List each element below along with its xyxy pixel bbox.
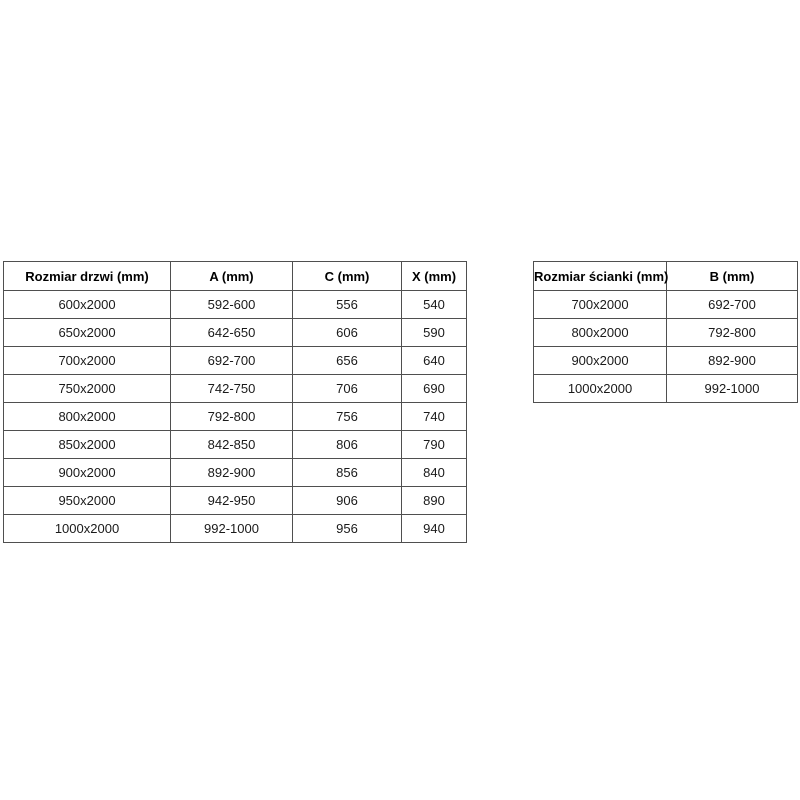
table-row <box>4 487 467 515</box>
table-cell: 1000x2000 <box>4 515 171 543</box>
table-row <box>4 375 467 403</box>
table-cell: 806 <box>293 431 402 459</box>
table-cell: 700x2000 <box>4 347 171 375</box>
wall-size-table <box>533 261 798 403</box>
table-cell: 892-900 <box>667 347 798 375</box>
column-header-a: A (mm) <box>171 262 293 291</box>
table-cell: 692-700 <box>667 291 798 319</box>
table-cell: 940 <box>402 515 467 543</box>
table-cell: 656 <box>293 347 402 375</box>
table-cell: 690 <box>402 375 467 403</box>
table-cell: 800x2000 <box>4 403 171 431</box>
table-cell: 606 <box>293 319 402 347</box>
table-row <box>4 291 467 319</box>
column-header-wall-size: Rozmiar ścianki (mm) <box>534 262 667 291</box>
table-cell: 650x2000 <box>4 319 171 347</box>
table-cell: 856 <box>293 459 402 487</box>
table-row <box>4 431 467 459</box>
table-cell: 842-850 <box>171 431 293 459</box>
table-cell: 992-1000 <box>171 515 293 543</box>
table-cell: 700x2000 <box>534 291 667 319</box>
table-cell: 850x2000 <box>4 431 171 459</box>
table-row <box>534 291 798 319</box>
table-row <box>534 319 798 347</box>
table-row <box>534 375 798 403</box>
door-size-table <box>3 261 467 543</box>
wall-table-header-row <box>534 262 798 291</box>
table-row <box>4 403 467 431</box>
table-cell: 592-600 <box>171 291 293 319</box>
table-row <box>534 347 798 375</box>
door-table-header-row <box>4 262 467 291</box>
table-cell: 992-1000 <box>667 375 798 403</box>
table-cell: 892-900 <box>171 459 293 487</box>
table-cell: 792-800 <box>171 403 293 431</box>
table-cell: 742-750 <box>171 375 293 403</box>
column-header-x: X (mm) <box>402 262 467 291</box>
table-cell: 750x2000 <box>4 375 171 403</box>
column-header-c: C (mm) <box>293 262 402 291</box>
table-cell: 840 <box>402 459 467 487</box>
table-row <box>4 459 467 487</box>
table-row <box>4 515 467 543</box>
table-cell: 1000x2000 <box>534 375 667 403</box>
table-cell: 956 <box>293 515 402 543</box>
table-cell: 740 <box>402 403 467 431</box>
table-row <box>4 347 467 375</box>
table-cell: 642-650 <box>171 319 293 347</box>
table-cell: 790 <box>402 431 467 459</box>
table-cell: 792-800 <box>667 319 798 347</box>
table-cell: 556 <box>293 291 402 319</box>
table-cell: 756 <box>293 403 402 431</box>
column-header-door-size: Rozmiar drzwi (mm) <box>4 262 171 291</box>
table-cell: 692-700 <box>171 347 293 375</box>
table-row <box>4 319 467 347</box>
table-cell: 590 <box>402 319 467 347</box>
table-cell: 540 <box>402 291 467 319</box>
table-cell: 890 <box>402 487 467 515</box>
table-cell: 906 <box>293 487 402 515</box>
table-cell: 950x2000 <box>4 487 171 515</box>
table-cell: 800x2000 <box>534 319 667 347</box>
column-header-b: B (mm) <box>667 262 798 291</box>
table-cell: 600x2000 <box>4 291 171 319</box>
table-cell: 900x2000 <box>534 347 667 375</box>
table-cell: 640 <box>402 347 467 375</box>
table-cell: 900x2000 <box>4 459 171 487</box>
table-cell: 706 <box>293 375 402 403</box>
table-cell: 942-950 <box>171 487 293 515</box>
